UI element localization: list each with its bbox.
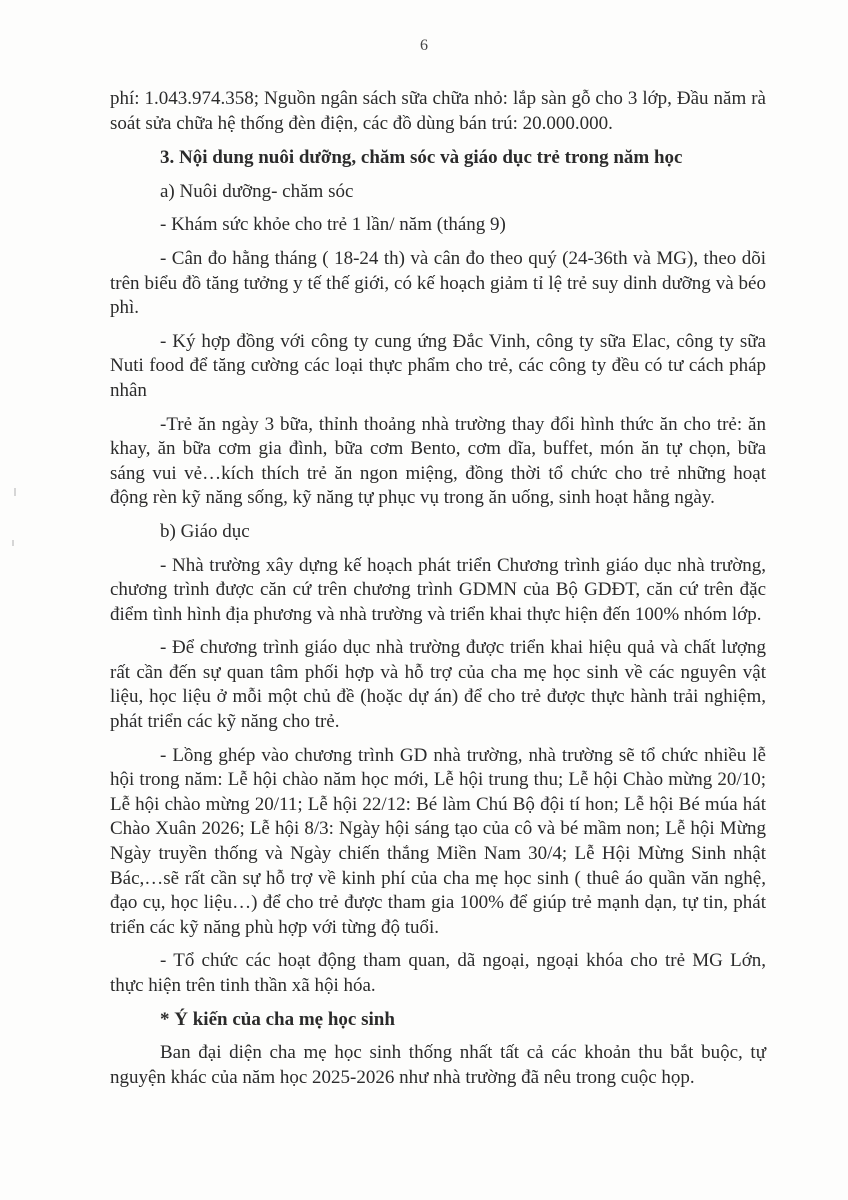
- section-heading-3: 3. Nội dung nuôi dưỡng, chăm sóc và giáo dục trẻ trong năm học: [160, 147, 683, 169]
- paragraph-funding: phí: 1.043.974.358; Nguồn ngân sách sữa chữa nhỏ: lắp sàn gỗ cho 3 lớp, Đầu năm rà soát sửa chữa hệ thống đèn điện, các đồ dùng bán trú: 20.000.000.: [110, 88, 766, 134]
- paragraph-parent-support: - Để chương trình giáo dục nhà trường được triển khai hiệu quả và chất lượng rất cần đến sự quan tâm phối hợp và hỗ trợ của cha mẹ học sinh về các nguyên vật liệu, học liệu ở mỗi một chủ đề (hoặc dự án) để cho trẻ được thực hành trải nghiệm, phát triển các kỹ năng cho trẻ.: [110, 637, 766, 733]
- paragraph-weighing: - Cân đo hằng tháng ( 18-24 th) và cân đo theo quý (24-36th và MG), theo dõi trên biểu đồ tăng tưởng y tế thế giới, có kế hoạch giảm tỉ lệ trẻ suy dinh dưỡng và béo phì.: [110, 247, 766, 319]
- paragraph-field-trips: - Tổ chức các hoạt động tham quan, dã ngoại, ngoại khóa cho trẻ MG Lớn, thực hiện trên tinh thần xã hội hóa.: [110, 950, 766, 996]
- subsection-b-heading: b) Giáo dục: [160, 520, 250, 542]
- scan-artifact: [14, 488, 16, 496]
- scan-artifact: [12, 540, 14, 546]
- paragraph-festivals: - Lồng ghép vào chương trình GD nhà trường, nhà trường sẽ tổ chức nhiều lễ hội trong năm: Lễ hội chào năm học mới, Lễ hội trung thu; Lễ hội Chào mừng 20/10; Lễ hội chào mừng 20/11; Lễ hội 22/12: Bé làm Chú Bộ đội tí hon; Lễ hội Bé múa hát Chào Xuân 2026; Lễ hội 8/3: Ngày hội sáng tạo của cô và bé mầm non; Lễ hội Mừng Ngày truyền thống và Ngày chiến thắng Miền Nam 30/4; Lễ Hội Mừng Sinh nhật Bác,…sẽ rất cần sự hỗ trợ về kinh phí của cha mẹ học sinh ( thuê áo quần văn nghệ, đạo cụ, học liệu…) để cho trẻ được tham gia 100% để giúp trẻ mạnh dạn, tự tin, phát triển các kỹ năng phù hợp với từng độ tuổi.: [110, 744, 766, 938]
- paragraph-meals: -Trẻ ăn ngày 3 bữa, thỉnh thoảng nhà trường thay đổi hình thức ăn cho trẻ: ăn khay, ăn bữa cơm gia đình, bữa cơm Bento, cơm dĩa, buffet, món ăn tự chọn, bữa sáng vui vẻ…kích thích trẻ ăn ngon miệng, đồng thời tổ chức cho trẻ những hoạt động rèn kỹ năng sống, kỹ năng tự phục vụ trong ăn uống, sinh hoạt hằng ngày.: [110, 413, 766, 509]
- paragraph-parent-opinion: Ban đại diện cha mẹ học sinh thống nhất tất cả các khoản thu bắt buộc, tự nguyện khác của năm học 2025-2026 như nhà trường đã nêu trong cuộc họp.: [110, 1042, 766, 1088]
- document-body: [110, 87, 766, 1090]
- parent-opinion-heading: * Ý kiến của cha mẹ học sinh: [160, 1008, 395, 1030]
- page-number: 6: [420, 37, 428, 54]
- paragraph-curriculum: - Nhà trường xây dựng kế hoạch phát triển Chương trình giáo dục nhà trường, chương trình được căn cứ trên chương trình GDMN của Bộ GDĐT, căn cứ trên đặc điểm tình hình địa phương và nhà trường và triển khai thực hiện đến 100% nhóm lớp.: [110, 554, 766, 625]
- paragraph-suppliers: - Ký hợp đồng với công ty cung ứng Đắc Vinh, công ty sữa Elac, công ty sữa Nuti food để tăng cường các loại thực phẩm cho trẻ, các công ty đều có tư cách pháp nhân: [110, 330, 766, 401]
- subsection-a-heading: a) Nuôi dưỡng- chăm sóc: [160, 180, 354, 202]
- paragraph-health-check: - Khám sức khỏe cho trẻ 1 lần/ năm (tháng 9): [160, 214, 506, 236]
